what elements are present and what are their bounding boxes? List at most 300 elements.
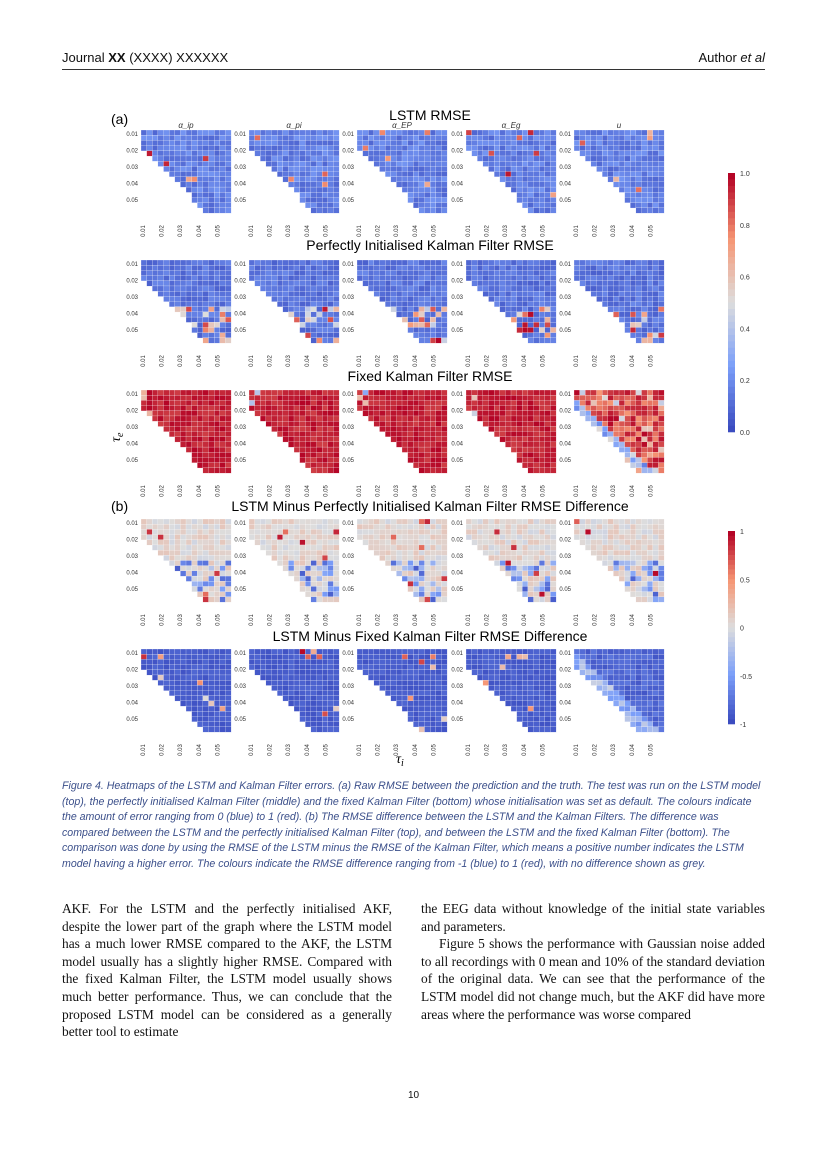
heatmap-cell: [619, 576, 625, 581]
heatmap-cell: [374, 535, 380, 540]
heatmap-cell: [642, 457, 648, 462]
heatmap-cell: [647, 581, 653, 586]
heatmap-cell: [539, 151, 545, 156]
heatmap-cell: [658, 540, 664, 545]
heatmap-cell: [408, 130, 414, 135]
heatmap-cell: [505, 571, 511, 576]
heatmap-cell: [608, 291, 614, 296]
x-tick-label: 0.02: [267, 225, 274, 237]
colorbar-band: [728, 225, 735, 232]
heatmap-cell: [152, 156, 158, 161]
heatmap-cell: [425, 727, 431, 732]
heatmap-cell: [580, 265, 586, 270]
heatmap-cell: [385, 680, 391, 685]
heatmap-cell: [483, 400, 489, 405]
heatmap-cell: [545, 327, 551, 332]
heatmap-cell: [197, 322, 203, 327]
heatmap-cell: [550, 529, 556, 534]
heatmap-cell: [260, 286, 266, 291]
heatmap-cell: [625, 561, 631, 566]
heatmap-cell: [391, 400, 397, 405]
heatmap-cell: [534, 130, 540, 135]
heatmap-cell: [402, 519, 408, 524]
heatmap-cell: [653, 654, 659, 659]
heatmap-cell: [322, 452, 328, 457]
heatmap-cell: [192, 166, 198, 171]
heatmap-cell: [528, 390, 534, 395]
heatmap-cell: [483, 130, 489, 135]
heatmap-cell: [430, 296, 436, 301]
heatmap-cell: [630, 701, 636, 706]
heatmap-cell: [419, 592, 425, 597]
heatmap-cell: [175, 400, 181, 405]
heatmap-cell: [322, 665, 328, 670]
heatmap-cell: [441, 691, 447, 696]
heatmap-cell: [214, 421, 220, 426]
heatmap-cell: [197, 586, 203, 591]
y-tick-label: 0.01: [126, 262, 138, 268]
panel-a-label: (a): [111, 111, 129, 127]
heatmap-cell: [436, 670, 442, 675]
heatmap-cell: [408, 166, 414, 171]
heatmap-cell: [255, 281, 261, 286]
heatmap-cell: [441, 670, 447, 675]
heatmap-cell: [494, 654, 500, 659]
heatmap-cell: [294, 670, 300, 675]
heatmap-cell: [402, 406, 408, 411]
heatmap-cell: [294, 270, 300, 275]
heatmap-cell: [522, 327, 528, 332]
heatmap-cell: [658, 447, 664, 452]
heatmap-cell: [147, 670, 153, 675]
heatmap-cell: [580, 540, 586, 545]
heatmap-cell: [186, 296, 192, 301]
heatmap-cell: [608, 561, 614, 566]
heatmap-cell: [288, 276, 294, 281]
heatmap-cell: [647, 722, 653, 727]
heatmap-cell: [608, 535, 614, 540]
heatmap-cell: [180, 426, 186, 431]
heatmap-cell: [311, 421, 317, 426]
heatmap-cell: [305, 203, 311, 208]
heatmap-cell: [550, 437, 556, 442]
heatmap-cell: [441, 654, 447, 659]
heatmap-cell: [374, 654, 380, 659]
heatmap-cell: [192, 432, 198, 437]
y-tick-label: 0.03: [342, 554, 354, 560]
heatmap-cell: [534, 400, 540, 405]
heatmap-cell: [203, 701, 209, 706]
heatmap-cell: [608, 665, 614, 670]
heatmap-cell: [630, 685, 636, 690]
heatmap-cell: [642, 426, 648, 431]
heatmap-cell: [396, 659, 402, 664]
heatmap-cell: [283, 670, 289, 675]
x-tick-label: 0.03: [178, 744, 185, 756]
heatmap-cell: [214, 307, 220, 312]
heatmap-cell: [305, 561, 311, 566]
heatmap-cell: [425, 166, 431, 171]
heatmap-cell: [197, 416, 203, 421]
heatmap-cell: [477, 400, 483, 405]
heatmap-cell: [441, 302, 447, 307]
heatmap-cell: [266, 265, 272, 270]
heatmap-cell: [300, 265, 306, 270]
heatmap-cell: [489, 426, 495, 431]
heatmap-cell: [197, 696, 203, 701]
heatmap-cell: [152, 281, 158, 286]
heatmap-cell: [642, 659, 648, 664]
heatmap-cell: [574, 276, 580, 281]
heatmap-cell: [419, 281, 425, 286]
heatmap-cell: [472, 151, 478, 156]
heatmap-cell: [636, 597, 642, 602]
heatmap-cell: [220, 416, 226, 421]
heatmap-cell: [613, 545, 619, 550]
heatmap-cell: [585, 135, 591, 140]
heatmap-cell: [545, 659, 551, 664]
heatmap-cell: [419, 421, 425, 426]
heatmap-cell: [203, 665, 209, 670]
heatmap-cell: [630, 265, 636, 270]
heatmap-cell: [396, 182, 402, 187]
heatmap-cell: [500, 665, 506, 670]
heatmap-cell: [636, 166, 642, 171]
x-tick-label: 0.03: [394, 614, 401, 626]
heatmap-cell: [591, 151, 597, 156]
heatmap-cell: [225, 550, 231, 555]
heatmap-cell: [311, 317, 317, 322]
heatmap-cell: [636, 140, 642, 145]
heatmap-cell: [413, 172, 419, 177]
heatmap-cell: [653, 208, 659, 213]
heatmap-cell: [419, 166, 425, 171]
heatmap-cell: [477, 395, 483, 400]
heatmap-cell: [658, 696, 664, 701]
heatmap-cell: [430, 265, 436, 270]
heatmap-cell: [517, 151, 523, 156]
heatmap-cell: [408, 317, 414, 322]
heatmap-cell: [517, 302, 523, 307]
heatmap-cell: [214, 146, 220, 151]
heatmap-cell: [517, 146, 523, 151]
heatmap-cell: [636, 395, 642, 400]
heatmap-cell: [300, 411, 306, 416]
heatmap-cell: [522, 670, 528, 675]
heatmap-cell: [419, 597, 425, 602]
heatmap-cell: [625, 706, 631, 711]
heatmap-cell: [441, 701, 447, 706]
heatmap-cell: [630, 177, 636, 182]
heatmap-cell: [522, 166, 528, 171]
heatmap-cell: [430, 437, 436, 442]
heatmap-cell: [425, 177, 431, 182]
heatmap-cell: [266, 260, 272, 265]
heatmap-cell: [500, 161, 506, 166]
heatmap-cell: [209, 327, 215, 332]
heatmap-cell: [545, 390, 551, 395]
heatmap-cell: [294, 140, 300, 145]
heatmap-cell: [368, 135, 374, 140]
heatmap-cell: [277, 675, 283, 680]
heatmap-cell: [539, 166, 545, 171]
heatmap-cell: [580, 411, 586, 416]
heatmap-cell: [505, 161, 511, 166]
heatmap-cell: [272, 680, 278, 685]
heatmap-cell: [272, 156, 278, 161]
heatmap-cell: [374, 545, 380, 550]
heatmap-cell: [209, 442, 215, 447]
heatmap-cell: [591, 675, 597, 680]
heatmap-cell: [294, 161, 300, 166]
heatmap-cell: [430, 161, 436, 166]
heatmap-cell: [408, 172, 414, 177]
heatmap-cell: [152, 649, 158, 654]
heatmap-cell: [300, 696, 306, 701]
heatmap-cell: [534, 468, 540, 473]
heatmap-cell: [266, 406, 272, 411]
heatmap-cell: [396, 296, 402, 301]
heatmap-cell: [477, 670, 483, 675]
heatmap-cell: [158, 416, 164, 421]
heatmap-cell: [169, 529, 175, 534]
heatmap-cell: [402, 670, 408, 675]
heatmap-cell: [602, 172, 608, 177]
heatmap-cell: [322, 571, 328, 576]
heatmap-cell: [658, 571, 664, 576]
colorbar-band: [728, 661, 735, 666]
heatmap-cell: [333, 437, 339, 442]
heatmap-cell: [357, 529, 363, 534]
heatmap-cell: [625, 302, 631, 307]
heatmap-cell: [602, 140, 608, 145]
y-tick-label: 0.01: [342, 392, 354, 398]
heatmap-cell: [522, 203, 528, 208]
heatmap-cell: [305, 317, 311, 322]
heatmap-cell: [636, 416, 642, 421]
x-tick-label: 0.01: [466, 485, 472, 497]
heatmap-cell: [528, 172, 534, 177]
heatmap-cell: [164, 421, 170, 426]
heatmap-cell: [642, 390, 648, 395]
heatmap-cell: [214, 151, 220, 156]
heatmap-cell: [489, 659, 495, 664]
heatmap-cell: [511, 416, 517, 421]
heatmap-cell: [272, 260, 278, 265]
heatmap-cell: [147, 260, 153, 265]
heatmap-cell: [658, 135, 664, 140]
heatmap-cell: [539, 659, 545, 664]
heatmap-cell: [630, 437, 636, 442]
heatmap-cell: [602, 680, 608, 685]
heatmap-cell: [214, 545, 220, 550]
heatmap-cell: [391, 675, 397, 680]
heatmap-cell: [374, 400, 380, 405]
x-tick-label: 0.02: [484, 355, 491, 367]
heatmap-cell: [602, 390, 608, 395]
heatmap-cell: [141, 390, 147, 395]
heatmap-cell: [636, 691, 642, 696]
heatmap-cell: [425, 442, 431, 447]
heatmap-cell: [602, 550, 608, 555]
heatmap-cell: [619, 691, 625, 696]
heatmap-cell: [636, 649, 642, 654]
heatmap-cell: [477, 276, 483, 281]
heatmap-cell: [630, 390, 636, 395]
heatmap-cell: [317, 545, 323, 550]
heatmap-cell: [283, 437, 289, 442]
heatmap-cell: [225, 281, 231, 286]
heatmap-cell: [413, 561, 419, 566]
heatmap-cell: [396, 649, 402, 654]
heatmap-cell: [613, 555, 619, 560]
heatmap-cell: [419, 411, 425, 416]
heatmap-cell: [322, 711, 328, 716]
heatmap-cell: [619, 696, 625, 701]
x-tick-label: 0.01: [357, 614, 363, 626]
heatmap-cell: [396, 151, 402, 156]
heatmap-cell: [152, 406, 158, 411]
heatmap-cell: [333, 597, 339, 602]
colorbar-band: [728, 212, 735, 219]
heatmap-cell: [317, 555, 323, 560]
heatmap-cell: [260, 670, 266, 675]
heatmap-cell: [511, 426, 517, 431]
heatmap-cell: [214, 411, 220, 416]
heatmap-cell: [408, 442, 414, 447]
heatmap-cell: [209, 524, 215, 529]
heatmap-cell: [255, 654, 261, 659]
heatmap-cell: [214, 691, 220, 696]
heatmap-cell: [430, 333, 436, 338]
heatmap-cell: [203, 468, 209, 473]
heatmap-cell: [141, 519, 147, 524]
heatmap-cell: [328, 411, 334, 416]
heatmap-cell: [647, 265, 653, 270]
heatmap-cell: [391, 411, 397, 416]
heatmap-cell: [328, 182, 334, 187]
heatmap-cell: [528, 571, 534, 576]
heatmap-cell: [220, 187, 226, 192]
heatmap-cell: [528, 447, 534, 452]
heatmap-cell: [169, 406, 175, 411]
heatmap-cell: [625, 270, 631, 275]
heatmap-cell: [277, 286, 283, 291]
heatmap-cell: [528, 576, 534, 581]
heatmap-cell: [266, 390, 272, 395]
heatmap-cell: [197, 390, 203, 395]
heatmap-cell: [322, 468, 328, 473]
heatmap-cell: [180, 535, 186, 540]
heatmap-cell: [283, 291, 289, 296]
heatmap-cell: [288, 302, 294, 307]
heatmap-cell: [288, 130, 294, 135]
heatmap-cell: [413, 571, 419, 576]
heatmap-cell: [186, 286, 192, 291]
heatmap-cell: [203, 182, 209, 187]
heatmap-cell: [333, 187, 339, 192]
heatmap-cell: [225, 685, 231, 690]
heatmap-cell: [300, 421, 306, 426]
heatmap-cell: [608, 670, 614, 675]
heatmap-cell: [391, 172, 397, 177]
heatmap-cell: [642, 555, 648, 560]
heatmap-cell: [489, 411, 495, 416]
heatmap-cell: [277, 156, 283, 161]
heatmap-cell: [636, 659, 642, 664]
heatmap-cell: [425, 561, 431, 566]
heatmap-cell: [419, 457, 425, 462]
heatmap-cell: [642, 416, 648, 421]
y-tick-label: 0.03: [126, 295, 138, 301]
x-tick-label: 0.03: [178, 485, 185, 497]
heatmap-cell: [505, 519, 511, 524]
heatmap-cell: [186, 395, 192, 400]
heatmap-cell: [408, 302, 414, 307]
heatmap-cell: [158, 654, 164, 659]
y-tick-label: 0.02: [451, 148, 463, 155]
heatmap-cell: [425, 701, 431, 706]
heatmap-cell: [322, 390, 328, 395]
heatmap-cell: [380, 161, 386, 166]
heatmap-cell: [402, 447, 408, 452]
heatmap-cell: [192, 555, 198, 560]
heatmap-cell: [288, 566, 294, 571]
heatmap-cell: [441, 468, 447, 473]
heatmap-cell: [277, 270, 283, 275]
heatmap-cell: [436, 535, 442, 540]
heatmap-cell: [528, 333, 534, 338]
heatmap-cell: [322, 395, 328, 400]
heatmap-cell: [419, 291, 425, 296]
heatmap-cell: [441, 680, 447, 685]
heatmap-cell: [380, 426, 386, 431]
heatmap-cell: [625, 151, 631, 156]
heatmap-cell: [186, 576, 192, 581]
heatmap-cell: [169, 659, 175, 664]
heatmap-cell: [613, 659, 619, 664]
heatmap-cell: [585, 649, 591, 654]
heatmap-cell: [203, 317, 209, 322]
heatmap-cell: [545, 426, 551, 431]
heatmap-cell: [539, 156, 545, 161]
colorbar-band: [728, 599, 735, 604]
heatmap-cell: [489, 649, 495, 654]
y-tick-label: 0.04: [559, 570, 571, 577]
heatmap-cell: [430, 312, 436, 317]
heatmap-cell: [602, 281, 608, 286]
x-tick-label: 0.02: [375, 614, 382, 626]
heatmap-cell: [300, 281, 306, 286]
heatmap-cell: [511, 550, 517, 555]
heatmap-cell: [602, 411, 608, 416]
heatmap-cell: [608, 555, 614, 560]
heatmap-cell: [317, 716, 323, 721]
heatmap-cell: [550, 550, 556, 555]
heatmap-cell: [164, 670, 170, 675]
heatmap-cell: [494, 659, 500, 664]
heatmap-cell: [642, 670, 648, 675]
heatmap-cell: [619, 540, 625, 545]
x-tick-label: 0.02: [159, 744, 166, 756]
y-tick-label: 0.03: [342, 684, 354, 690]
heatmap-cell: [528, 338, 534, 343]
heatmap-cell: [186, 151, 192, 156]
heatmap-cell: [272, 649, 278, 654]
heatmap-cell: [636, 447, 642, 452]
heatmap-cell: [489, 519, 495, 524]
heatmap-cell: [653, 597, 659, 602]
